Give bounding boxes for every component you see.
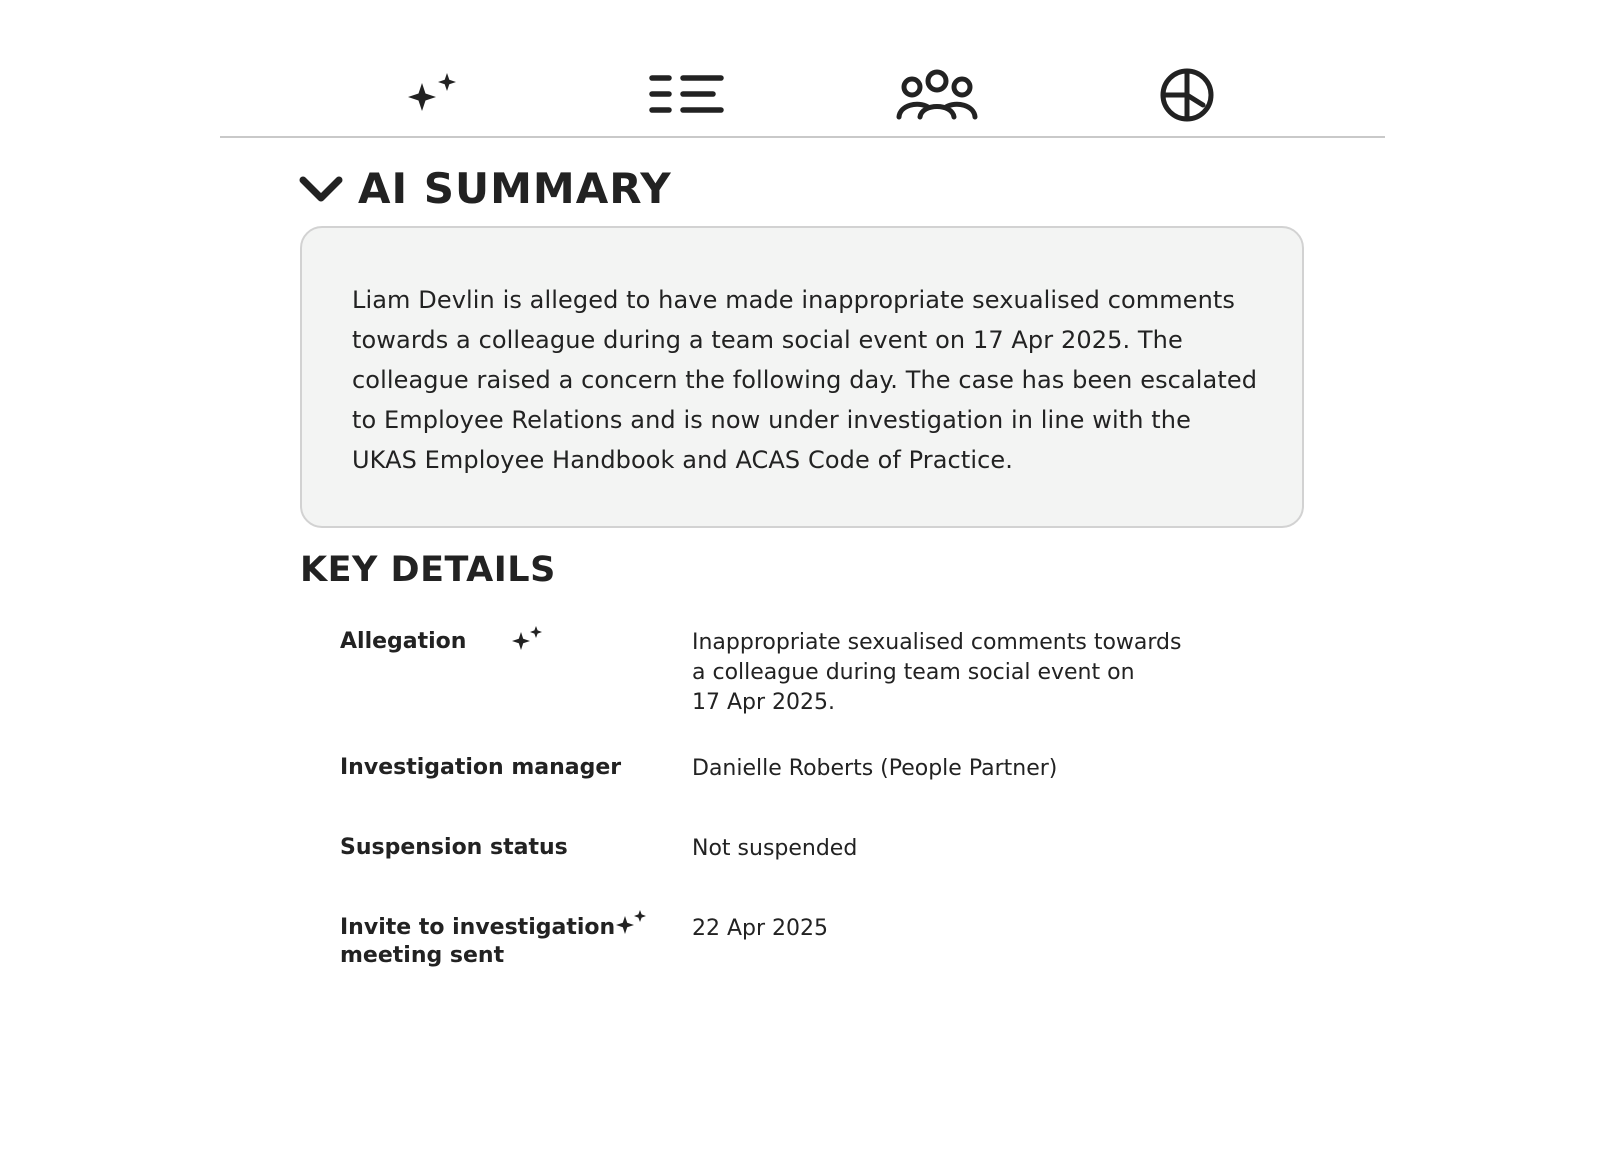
sparkles-icon — [408, 73, 466, 117]
detail-label: Suspension status — [340, 835, 568, 860]
detail-label: Allegation — [340, 629, 467, 654]
ai-sparkle-icon — [512, 626, 546, 654]
ai-summary-box — [300, 226, 1304, 528]
detail-value — [692, 914, 828, 944]
detail-label-line: meeting sent — [340, 943, 505, 968]
list-icon — [649, 74, 725, 116]
ai-summary-title: AI SUMMARY — [358, 163, 672, 213]
chevron-down-icon — [298, 171, 344, 205]
tab-details[interactable] — [642, 62, 732, 128]
tab-ai-summary[interactable] — [392, 62, 482, 128]
tab-bar — [220, 56, 1385, 138]
detail-label — [340, 914, 615, 970]
detail-label-line: Invite to investigation — [340, 915, 616, 940]
clock-icon — [1159, 67, 1215, 123]
ai-summary-text: Liam Devlin is alleged to have made inappropriate sexualised comments towards a colleague during a team social event on 17 Apr 2025. The colleague raised a concern the following day. The case has been escalated to Employee Relations and is now under investigation in line with the UKAS Employee Handbook and ACAS Code of Practice. — [352, 286, 1258, 474]
detail-value-line: 22 Apr 2025 — [692, 916, 829, 941]
detail-value-line: Inappropriate sexualised comments towards — [692, 630, 1182, 655]
detail-value — [692, 834, 857, 864]
detail-value — [692, 754, 1057, 784]
people-icon — [896, 69, 978, 121]
detail-value-line: a colleague during team social event on — [692, 660, 1135, 685]
tab-timeline[interactable] — [1142, 62, 1232, 128]
detail-label: Investigation manager — [340, 755, 622, 780]
key-details-title: KEY DETAILS — [300, 550, 556, 590]
tab-people[interactable] — [892, 62, 982, 128]
ai-sparkle-icon — [616, 910, 650, 938]
ai-summary-toggle[interactable] — [298, 160, 672, 216]
detail-value-line: Danielle Roberts (People Partner) — [692, 756, 1058, 781]
detail-value — [692, 628, 1181, 718]
detail-value-line: 17 Apr 2025. — [692, 690, 836, 715]
detail-value-line: Not suspended — [692, 836, 858, 861]
